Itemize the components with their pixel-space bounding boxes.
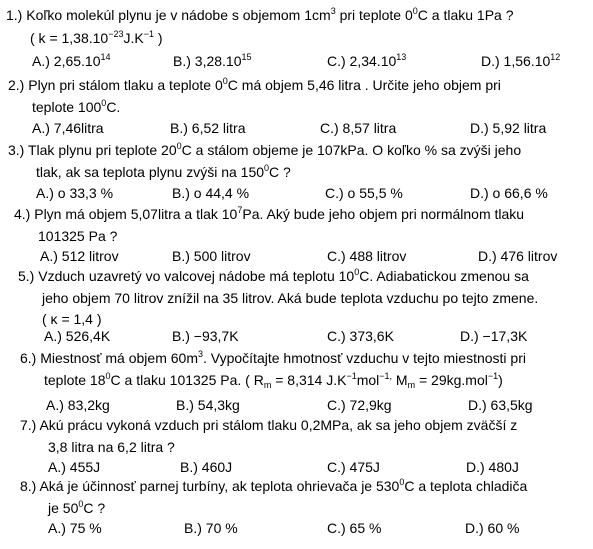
question-text-continued [48,501,105,515]
text-run: C a stálom objeme je 107kPa. O koľko % sa zvýši jeho [181,142,522,158]
question-text-continued [42,312,102,326]
superscript: 0 [354,267,360,277]
text-run: teplote 100 [32,99,102,115]
question-text-continued [44,371,503,390]
question-text [20,479,527,493]
text-run: ) [154,30,163,46]
superscript: 0 [176,141,182,151]
superscript: 13 [396,52,407,62]
superscript: 12 [550,52,561,62]
question-text-continued [30,31,163,45]
text-run: ( κ = 1,4 ) [42,311,102,327]
text-run: je 50 [48,500,79,516]
answer-option-b [184,521,238,535]
answer-option-b [176,398,240,412]
text-run: D.) 1,56.10 [481,53,551,69]
text-run: C a tlaku 1Pa ? [417,7,514,23]
answer-option-a [46,398,110,412]
text-run: B.) −93,7K [172,328,239,344]
text-run: C.) o 55,5 % [325,185,403,201]
text-run: C ? [269,164,291,180]
text-run: 3,8 litra na 6,2 litra ? [48,439,175,455]
answer-option-a [32,121,104,135]
text-run: C.) 2,34.10 [327,53,397,69]
question-text-continued [42,291,538,305]
answer-option-a [32,54,111,68]
question-text [14,207,524,221]
answer-option-c [327,54,406,68]
text-run: teplote 18 [44,372,106,388]
text-run: B.) 54,3kg [176,397,240,413]
answer-option-d [468,398,533,412]
answer-option-d [460,329,527,343]
question-text [18,269,529,283]
superscript: 14 [100,52,111,62]
answer-option-d [465,521,519,535]
question-text-continued [36,165,291,179]
text-run: C. [106,99,121,115]
answer-option-d [481,54,560,68]
text-run: tlak, ak sa teplota plynu zvýši na 150 [36,164,265,180]
text-run: pri teplote 0 [335,7,413,23]
text-run: 8.) Aká je účinnosť parnej turbíny, ak teplota ohrievača je 530 [20,478,400,494]
text-run: A.) 512 litrov [40,248,119,264]
superscript: −1 [346,371,357,381]
answer-option-d [470,121,546,135]
answer-option-c [327,329,394,343]
text-run: A.) 2,65.10 [32,53,101,69]
superscript: −23 [108,29,124,39]
superscript: 0 [101,98,107,108]
text-run: A.) 75 % [48,520,102,536]
text-run: C.) 475J [327,459,380,475]
answer-option-d [470,186,548,200]
answer-option-a [44,329,110,343]
text-run: D.) 5,92 litra [470,120,547,136]
text-run: Pa. Aký bude jeho objem pri normálnom tlaku [242,206,525,222]
answer-option-d [478,249,557,263]
answer-option-b [172,329,239,343]
text-run: D.) −17,3K [460,328,528,344]
question-text-continued [48,440,175,454]
text-run: jeho objem 70 litrov znížil na 35 litrov. Aká bude teplota vzduchu po tejto zmene. [42,290,539,306]
subscript: m [263,380,272,390]
text-run: = 8,314 J.K [271,372,347,388]
superscript: 3 [197,349,203,359]
text-run: D.) 60 % [465,520,520,536]
text-run: D.) o 66,6 % [470,185,548,201]
question-text-continued [32,100,120,114]
text-run: B.) 460J [180,459,233,475]
text-run: A.) 7,46litra [32,120,104,136]
text-run: mol [356,372,380,388]
text-run: C ? [83,500,106,516]
text-run: . Vypočítajte hmotnosť vzduchu v tejto miestnosti pri [203,350,526,366]
superscript: 15 [241,52,252,62]
answer-option-b [170,121,245,135]
text-run: A.) 526,4K [44,328,111,344]
answer-option-a [36,186,113,200]
answer-option-c [327,249,406,263]
text-run: D.) 63,5kg [468,397,533,413]
text-run: 3.) Tlak plynu pri teplote 20 [8,142,177,158]
question-text [20,351,526,365]
superscript: 0 [399,477,405,487]
text-run: C.) 8,57 litra [320,120,397,136]
text-run: 101325 Pa ? [38,228,118,244]
superscript: 0 [105,371,111,381]
text-run: B.) 6,52 litra [170,120,246,136]
text-run: A.) o 33,3 % [36,185,114,201]
text-run: 4.) Plyn má objem 5,07litra a tlak 10 [14,206,238,222]
answer-option-a [48,460,100,474]
question-text [8,78,501,92]
text-run: C.) 72,9kg [327,397,392,413]
superscript: −1 [487,371,499,381]
text-run: ( k = 1,38.10 [30,30,109,46]
text-run: C a teplota chladiča [404,478,528,494]
text-run: M [392,372,408,388]
text-run: C má objem 5,46 litra . Určite jeho objem pri [227,77,501,93]
superscript: 7 [237,205,243,215]
text-run: J.K [123,30,144,46]
question-text [6,8,514,22]
answer-option-c [327,460,380,474]
text-run: 2.) Plyn pri stálom tlaku a teplote 0 [8,77,223,93]
text-run: B.) 500 litrov [172,248,251,264]
text-run: C. Adiabatickou zmenou sa [359,268,529,284]
answer-option-a [48,521,102,535]
text-run: 5.) Vzduch uzavretý vo valcovej nádobe má teplotu 10 [18,268,355,284]
question-text-continued [38,229,117,243]
text-run: ) [498,372,503,388]
text-run: B.) 70 % [184,520,238,536]
text-run: D.) 480J [466,459,519,475]
subscript: m [407,380,416,390]
answer-option-c [325,186,403,200]
answer-option-b [180,460,232,474]
text-run: 7.) Akú prácu vykoná vzduch pri stálom tlaku 0,2MPa, ak sa jeho objem zväčší z [20,417,518,433]
text-run: A.) 455J [48,459,101,475]
text-run: = 29kg.mol [415,372,488,388]
text-run: 6.) Miestnosť má objem 60m [20,350,198,366]
superscript: 0 [78,499,84,509]
text-run: B.) 3,28.10 [173,53,242,69]
text-run: C.) 373,6K [327,328,394,344]
question-text [8,143,521,157]
answer-option-b [172,186,249,200]
answer-option-d [466,460,519,474]
superscript: −1 [143,29,154,39]
superscript: −1, [379,371,393,381]
text-run: 1.) Koľko molekúl plynu je v nádobe s objemom 1cm [6,7,331,23]
text-run: C.) 488 litrov [327,248,407,264]
answer-option-b [172,249,251,263]
text-run: B.) o 44,4 % [172,185,250,201]
answer-option-b [173,54,252,68]
text-run: C.) 65 % [327,520,382,536]
answer-option-c [327,398,392,412]
text-run: C a tlaku 101325 Pa. ( R [110,372,264,388]
superscript: 0 [264,163,270,173]
question-text [20,418,517,432]
answer-option-c [327,521,381,535]
superscript: 3 [330,6,336,16]
text-run: A.) 83,2kg [46,397,110,413]
answer-option-a [40,249,119,263]
text-run: D.) 476 litrov [478,248,558,264]
answer-option-c [320,121,396,135]
superscript: 0 [412,6,418,16]
superscript: 0 [222,76,228,86]
